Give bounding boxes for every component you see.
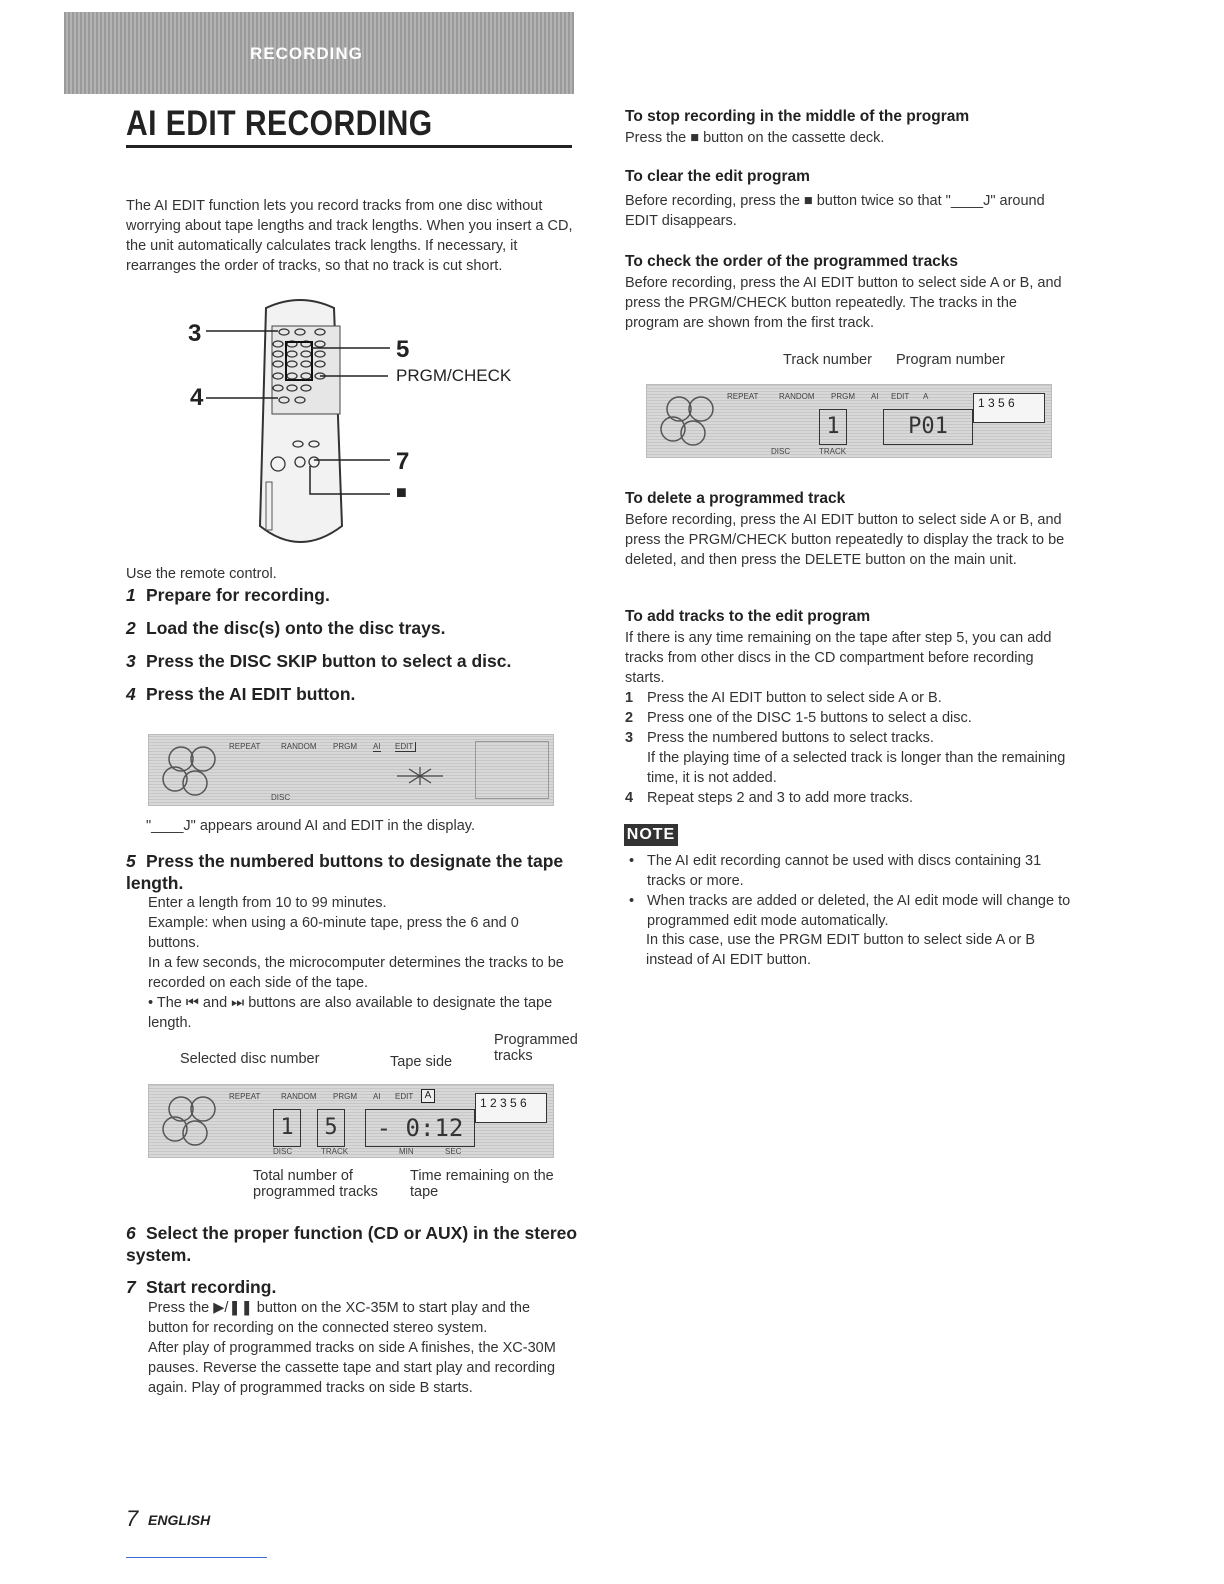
note-extra: In this case, use the PRGM EDIT button to select side A or B instead of AI EDIT button. bbox=[646, 932, 1036, 968]
step-5 bbox=[126, 850, 578, 894]
lcd-label-min: MIN bbox=[399, 1147, 414, 1156]
add-heading: To add tracks to the edit program bbox=[625, 608, 871, 625]
lcd-label-random: RANDOM bbox=[281, 1092, 317, 1101]
list-item: 2 Press one of the DISC 1-5 buttons to select a disc. bbox=[625, 710, 972, 726]
step-7-line: After play of programmed tracks on side A finishes, the XC-30M pauses. Reverse the cassette tape and start play and recording again. Play of programmed tracks on side B starts. bbox=[148, 1340, 556, 1396]
label-tape-side: Tape side bbox=[390, 1054, 453, 1070]
list-item: 1 Press the AI EDIT button to select side A or B. bbox=[625, 690, 942, 706]
lcd-label-random: RANDOM bbox=[779, 392, 815, 401]
step-text: Select the proper function (CD or AUX) in the stereo system. bbox=[126, 1223, 578, 1265]
stop-heading: To stop recording in the middle of the program bbox=[625, 108, 970, 125]
callout-3: 3 bbox=[188, 320, 202, 347]
list-item: 4 Repeat steps 2 and 3 to add more tracks. bbox=[625, 790, 913, 806]
remote-control-illustration bbox=[180, 296, 540, 558]
note-badge: NOTE bbox=[624, 824, 678, 846]
step-7-body bbox=[148, 1298, 574, 1398]
lcd-label-repeat: REPEAT bbox=[229, 1092, 261, 1101]
track-number-digit: 1 bbox=[819, 409, 847, 445]
language-label: ENGLISH bbox=[148, 1512, 211, 1528]
step-5-line: Enter a length from 10 to 99 minutes. bbox=[148, 895, 387, 911]
display-tape-length bbox=[148, 1084, 554, 1158]
step-text: Press the numbered buttons to designate the tape length. bbox=[126, 851, 564, 893]
step-text: Press the AI EDIT button. bbox=[146, 684, 356, 704]
step-5-body bbox=[148, 893, 572, 1033]
step-text: Prepare for recording. bbox=[146, 585, 330, 605]
lcd-label-edit: EDIT bbox=[891, 392, 910, 401]
step-number: 6 bbox=[126, 1223, 136, 1243]
lcd-label-sec: SEC bbox=[445, 1147, 462, 1156]
lcd-label-disc: DISC bbox=[271, 793, 291, 802]
lcd-label-ai: AI bbox=[871, 392, 879, 401]
lcd-label-ai: AI bbox=[373, 1092, 381, 1101]
callout-stop: ■ bbox=[396, 482, 407, 502]
lcd-label-ai: AI bbox=[373, 742, 381, 751]
lcd-label-prgm: PRGM bbox=[831, 392, 855, 401]
lcd-label-prgm: PRGM bbox=[333, 1092, 357, 1101]
label-total-number: Total number of programmed tracks bbox=[253, 1168, 378, 1200]
lcd-label-prgm: PRGM bbox=[333, 742, 357, 751]
list-item: • The AI edit recording cannot be used with discs containing 31 tracks or more. bbox=[625, 851, 1075, 891]
program-number-readout: P01 bbox=[883, 409, 973, 445]
label-program-number: Program number bbox=[896, 352, 1005, 368]
lcd-label-edit: EDIT bbox=[395, 742, 416, 752]
programmed-tracks-panel: 1 2 3 5 6 bbox=[475, 1093, 547, 1123]
lcd-label-repeat: REPEAT bbox=[229, 742, 261, 751]
step-2 bbox=[126, 617, 446, 639]
callout-4: 4 bbox=[190, 384, 204, 411]
step-4 bbox=[126, 683, 355, 705]
step-number: 2 bbox=[126, 618, 136, 638]
bottom-rule bbox=[126, 1557, 267, 1558]
label-track-number: Track number bbox=[783, 352, 872, 368]
step-text: Load the disc(s) onto the disc trays. bbox=[146, 618, 446, 638]
step-5-line: Example: when using a 60-minute tape, press the 6 and 0 buttons. bbox=[148, 915, 519, 951]
add-steps-list bbox=[625, 688, 1075, 808]
step-number: 7 bbox=[126, 1277, 136, 1297]
disc-icon bbox=[659, 391, 721, 449]
step-6 bbox=[126, 1222, 578, 1266]
step-text: Press the DISC SKIP button to select a disc. bbox=[146, 651, 512, 671]
lcd-label-side: A bbox=[923, 392, 929, 401]
display-program-check bbox=[646, 384, 1052, 458]
step-number: 4 bbox=[126, 684, 136, 704]
callout-prgm-check: PRGM/CHECK bbox=[396, 366, 512, 385]
clear-heading: To clear the edit program bbox=[625, 168, 810, 185]
lcd-label-track: TRACK bbox=[321, 1147, 349, 1156]
lcd-label-random: RANDOM bbox=[281, 742, 317, 751]
time-remaining-readout: - 0:12 bbox=[365, 1109, 475, 1147]
label-time-remaining: Time remaining on the tape bbox=[410, 1168, 554, 1200]
disc-icon bbox=[161, 741, 223, 799]
remote-control-figure bbox=[180, 296, 540, 558]
page-number: 7 bbox=[126, 1506, 139, 1531]
lcd-label-edit: EDIT bbox=[395, 1092, 414, 1101]
program-panel bbox=[475, 741, 549, 799]
title-rule bbox=[126, 145, 572, 148]
list-item: • When tracks are added or deleted, the AI edit mode will change to programmed edit mode automatically. bbox=[625, 891, 1075, 931]
check-body: Before recording, press the AI EDIT button to select side A or B, and press the PRGM/CHECK button repeatedly. The tracks in the program are shown from the first track. bbox=[625, 275, 1062, 331]
page-title: AI EDIT RECORDING bbox=[126, 104, 433, 143]
delete-heading: To delete a programmed track bbox=[625, 490, 846, 507]
label-programmed-tracks: Programmed tracks bbox=[494, 1032, 578, 1064]
step-number: 3 bbox=[126, 651, 136, 671]
clear-body: Before recording, press the ■ button twice so that "____J" around EDIT disappears. bbox=[625, 193, 1045, 229]
add-body: If there is any time remaining on the tape after step 5, you can add tracks from other discs in the CD compartment before recording starts. bbox=[625, 630, 1052, 686]
list-item: If the playing time of a selected track is longer than the remaining time, it is not added. bbox=[647, 750, 1066, 786]
lcd-label-disc: DISC bbox=[273, 1147, 293, 1156]
stop-body: Press the ■ button on the cassette deck. bbox=[625, 130, 885, 146]
step-1 bbox=[126, 584, 330, 606]
disc-number-digit: 1 bbox=[273, 1109, 301, 1147]
tape-side-indicator: A bbox=[421, 1089, 435, 1103]
step-5-line: In a few seconds, the microcomputer determines the tracks to be recorded on each side of the tape. bbox=[148, 955, 564, 991]
section-label: RECORDING bbox=[250, 44, 363, 63]
callout-5: 5 bbox=[396, 336, 410, 363]
track-count-digit: 5 bbox=[317, 1109, 345, 1147]
list-item: 3 Press the numbered buttons to select tracks. bbox=[625, 730, 934, 746]
step-7-line: Press the ▶/❚❚ button on the XC-35M to start play and the button for recording on the connected stereo system. bbox=[148, 1300, 531, 1336]
step-number: 1 bbox=[126, 585, 136, 605]
lcd-label-disc: DISC bbox=[771, 447, 791, 456]
display-ai-edit bbox=[148, 734, 554, 806]
step-7 bbox=[126, 1276, 276, 1298]
check-heading: To check the order of the programmed tracks bbox=[625, 253, 959, 270]
lcd-label-repeat: REPEAT bbox=[727, 392, 759, 401]
blinking-indicator-icon bbox=[393, 765, 447, 787]
callout-7: 7 bbox=[396, 448, 410, 475]
remote-caption: Use the remote control. bbox=[126, 566, 277, 582]
programmed-tracks-panel: 1 3 5 6 bbox=[973, 393, 1045, 423]
step-5-line: • The ⏮ and ⏭ buttons are also available to designate the tape length. bbox=[148, 995, 553, 1031]
display1-caption: "____J" appears around AI and EDIT in the display. bbox=[146, 818, 475, 834]
lcd-label-track: TRACK bbox=[819, 447, 847, 456]
delete-body: Before recording, press the AI EDIT button to select side A or B, and press the PRGM/CHECK button repeatedly to display the track to be deleted, and then press the DELETE button on the main unit. bbox=[625, 512, 1065, 568]
step-text: Start recording. bbox=[146, 1277, 277, 1297]
disc-icon bbox=[161, 1091, 223, 1149]
label-selected-disc: Selected disc number bbox=[180, 1051, 320, 1067]
intro-paragraph: The AI EDIT function lets you record tracks from one disc without worrying about tape lengths and track lengths. When you insert a CD, the unit automatically calculates track lengths. If necessary, it rearranges the order of tracks, so that no track is cut short. bbox=[126, 198, 573, 274]
step-3 bbox=[126, 650, 511, 672]
notes-list bbox=[625, 851, 1075, 931]
step-number: 5 bbox=[126, 851, 136, 871]
